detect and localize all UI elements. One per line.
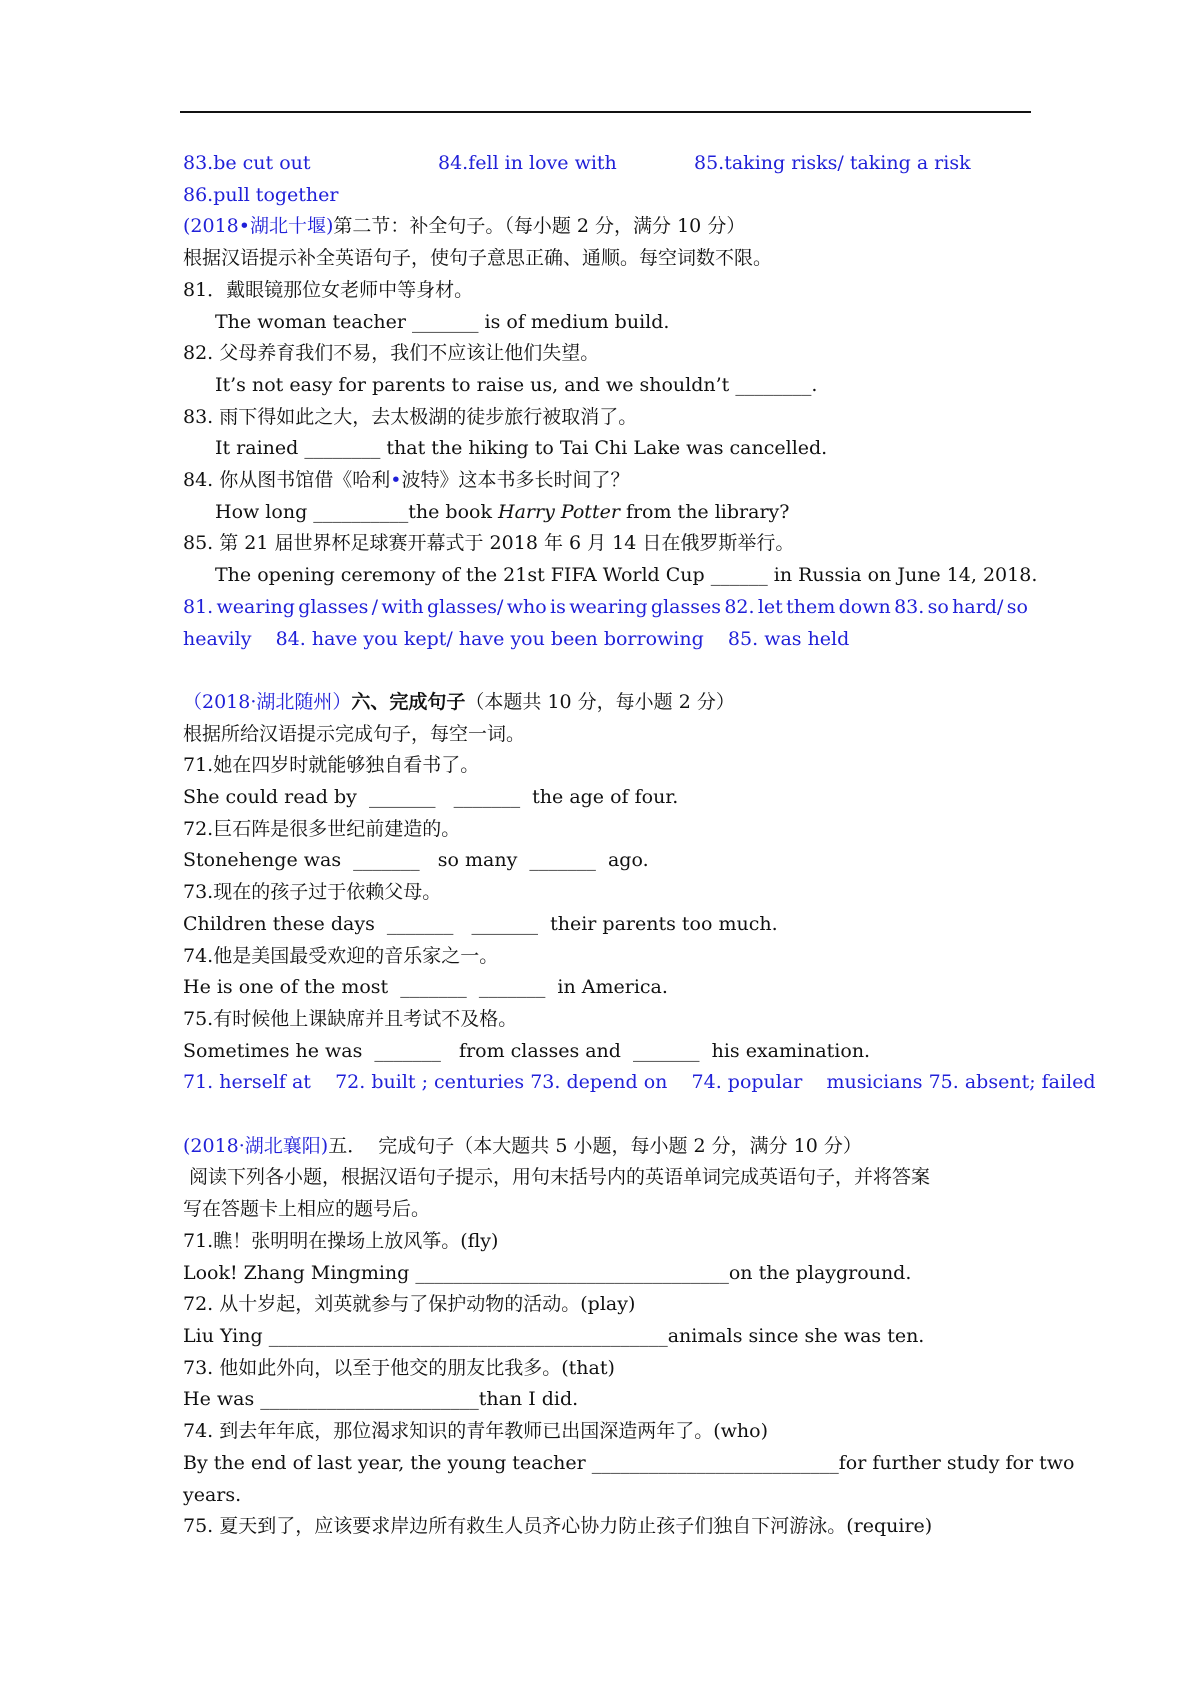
- ans-word: hard/: [952, 595, 1004, 618]
- q84-cn-dot: •: [390, 469, 402, 492]
- ans-word: /: [371, 595, 379, 618]
- question-72-chinese: 72.巨石阵是很多世纪前建造的。: [183, 817, 461, 840]
- question-71-chinese: 71.瞧！张明明在操场上放风筝。(fly): [183, 1229, 499, 1252]
- question-81-english: The woman teacher _______ is of medium build.: [215, 310, 670, 333]
- question-74-english: By the end of last year, the young teacher __________________________for further study for two: [183, 1451, 1075, 1474]
- section-title: 五． 完成句子（本大题共 5 小题，每小题 2 分，满分 10 分）: [328, 1134, 862, 1157]
- answers-71-75: 71. herself at 72. built ; centuries 73. depend on 74. popular musicians 75. absent; failed: [183, 1071, 1096, 1094]
- spacer: [183, 655, 1028, 687]
- ans-word: wearing: [216, 595, 295, 618]
- question-83-english: It rained ________ that the hiking to Tai Chi Lake was cancelled.: [215, 437, 828, 460]
- answer-83: 83.be cut out: [183, 152, 311, 174]
- header-rule: [180, 111, 1031, 113]
- question-74-chinese: 74.他是美国最受欢迎的音乐家之一。: [183, 944, 499, 967]
- spacer: [183, 1099, 1028, 1131]
- ans-word: is: [550, 595, 566, 618]
- question-85-chinese: 85. 第 21 届世界杯足球赛开幕式于 2018 年 6 月 14 日在俄罗斯举行。: [183, 532, 795, 555]
- question-84-english: [183, 497, 1028, 529]
- source-tag: （2018·湖北随州）: [183, 690, 352, 713]
- question-72-english: Stonehenge was _______ so many _______ ago.: [183, 849, 649, 872]
- q84-book-title: Harry Potter: [498, 500, 620, 523]
- source-tag: (2018·湖北襄阳): [183, 1134, 329, 1157]
- ans-word: glasses: [650, 595, 721, 618]
- question-73-chinese: 73. 他如此外向，以至于他交的朋友比我多。(that): [183, 1356, 615, 1379]
- section-heading-suizhou: [183, 687, 1028, 719]
- answers-81-85-line-1: [183, 592, 1028, 624]
- ans-word: down: [838, 595, 891, 618]
- question-74-chinese: 74. 到去年年底，那位渴求知识的青年教师已出国深造两年了。(who): [183, 1420, 769, 1443]
- section-heading-shiyan: [183, 211, 1028, 243]
- ans-word: glasses/: [426, 595, 504, 618]
- question-74-english: He is one of the most _______ _______ in America.: [183, 976, 668, 999]
- question-84-chinese: [183, 465, 1028, 497]
- q84-cn-part-a: 84. 你从图书馆借《哈利: [183, 469, 391, 492]
- question-71-english: Look! Zhang Mingming _________________________________on the playground.: [183, 1261, 912, 1284]
- question-82-chinese: 82. 父母养育我们不易，我们不应该让他们失望。: [183, 342, 600, 365]
- ans-word: 81.: [183, 595, 214, 618]
- section-heading-xiangyang: [183, 1131, 1028, 1163]
- question-83-chinese: 83. 雨下得如此之大，去太极湖的徒步旅行被取消了。: [183, 405, 638, 428]
- question-75-english: Sometimes he was _______ from classes and _______ his examination.: [183, 1039, 871, 1062]
- instructions: 根据汉语提示补全英语句子，使句子意思正确、通顺。每空词数不限。: [183, 247, 773, 270]
- answer-84: 84.fell in love with: [438, 152, 617, 174]
- ans-word: wearing: [569, 595, 648, 618]
- section-title: 第二节：补全句子。（每小题 2 分，满分 10 分）: [333, 215, 746, 238]
- question-85-english: The opening ceremony of the 21st FIFA World Cup ______ in Russia on June 14, 2018.: [215, 564, 1038, 587]
- question-82-english: It’s not easy for parents to raise us, and we shouldn’t ________.: [215, 373, 818, 396]
- ans-word: them: [786, 595, 836, 618]
- question-71-english: She could read by _______ _______ the age of four.: [183, 786, 679, 809]
- section-title-note: （本题共 10 分，每小题 2 分）: [465, 690, 735, 713]
- ans-word: let: [757, 595, 783, 618]
- instructions-line-2: 写在答题卡上相应的题号后。: [183, 1198, 431, 1221]
- section-title: 六、完成句子: [351, 690, 466, 713]
- instructions: 根据所给汉语提示完成句子，每空一词。: [183, 722, 526, 745]
- question-73-english: He was _______________________than I did.: [183, 1388, 579, 1411]
- q84-cn-part-b: 波特》这本书多长时间了？: [401, 469, 630, 492]
- ans-word: with: [381, 595, 424, 618]
- question-75-chinese: 75. 夏天到了，应该要求岸边所有救生人员齐心协力防止孩子们独自下河游泳。(require): [183, 1515, 933, 1538]
- question-72-chinese: 72. 从十岁起，刘英就参与了保护动物的活动。(play): [183, 1293, 636, 1316]
- answer-86: 86.pull together: [183, 183, 339, 206]
- question-81-chinese: 81．戴眼镜那位女老师中等身材。: [183, 278, 474, 301]
- ans-word: who: [506, 595, 547, 618]
- previous-answers-row: [183, 148, 1028, 180]
- question-74-english-continued: years.: [183, 1483, 242, 1506]
- question-73-english: Children these days _______ _______ their parents too much.: [183, 912, 778, 935]
- question-75-chinese: 75.有时候他上课缺席并且考试不及格。: [183, 1007, 518, 1030]
- source-tag: (2018•湖北十堰): [183, 215, 334, 238]
- question-72-english: Liu Ying __________________________________________animals since she was ten.: [183, 1324, 925, 1347]
- answers-81-85-line-2: heavily 84. have you kept/ have you been borrowing 85. was held: [183, 627, 850, 650]
- ans-word: so: [1006, 595, 1028, 618]
- document-body: [183, 148, 1096, 1543]
- question-73-chinese: 73.现在的孩子过于依赖父母。: [183, 881, 442, 904]
- ans-word: so: [927, 595, 949, 618]
- question-71-chinese: 71.她在四岁时就能够独自看书了。: [183, 754, 480, 777]
- q84-en-part-b: from the library?: [619, 500, 790, 523]
- ans-word: glasses: [298, 595, 369, 618]
- ans-word: 82.: [724, 595, 755, 618]
- q84-en-part-a: How long __________the book: [215, 500, 499, 523]
- instructions-line-1: 阅读下列各小题，根据汉语句子提示，用句末括号内的英语单词完成英语句子，并将答案: [183, 1166, 931, 1189]
- ans-word: 83.: [894, 595, 925, 618]
- answer-85: 85.taking risks/ taking a risk: [694, 152, 971, 174]
